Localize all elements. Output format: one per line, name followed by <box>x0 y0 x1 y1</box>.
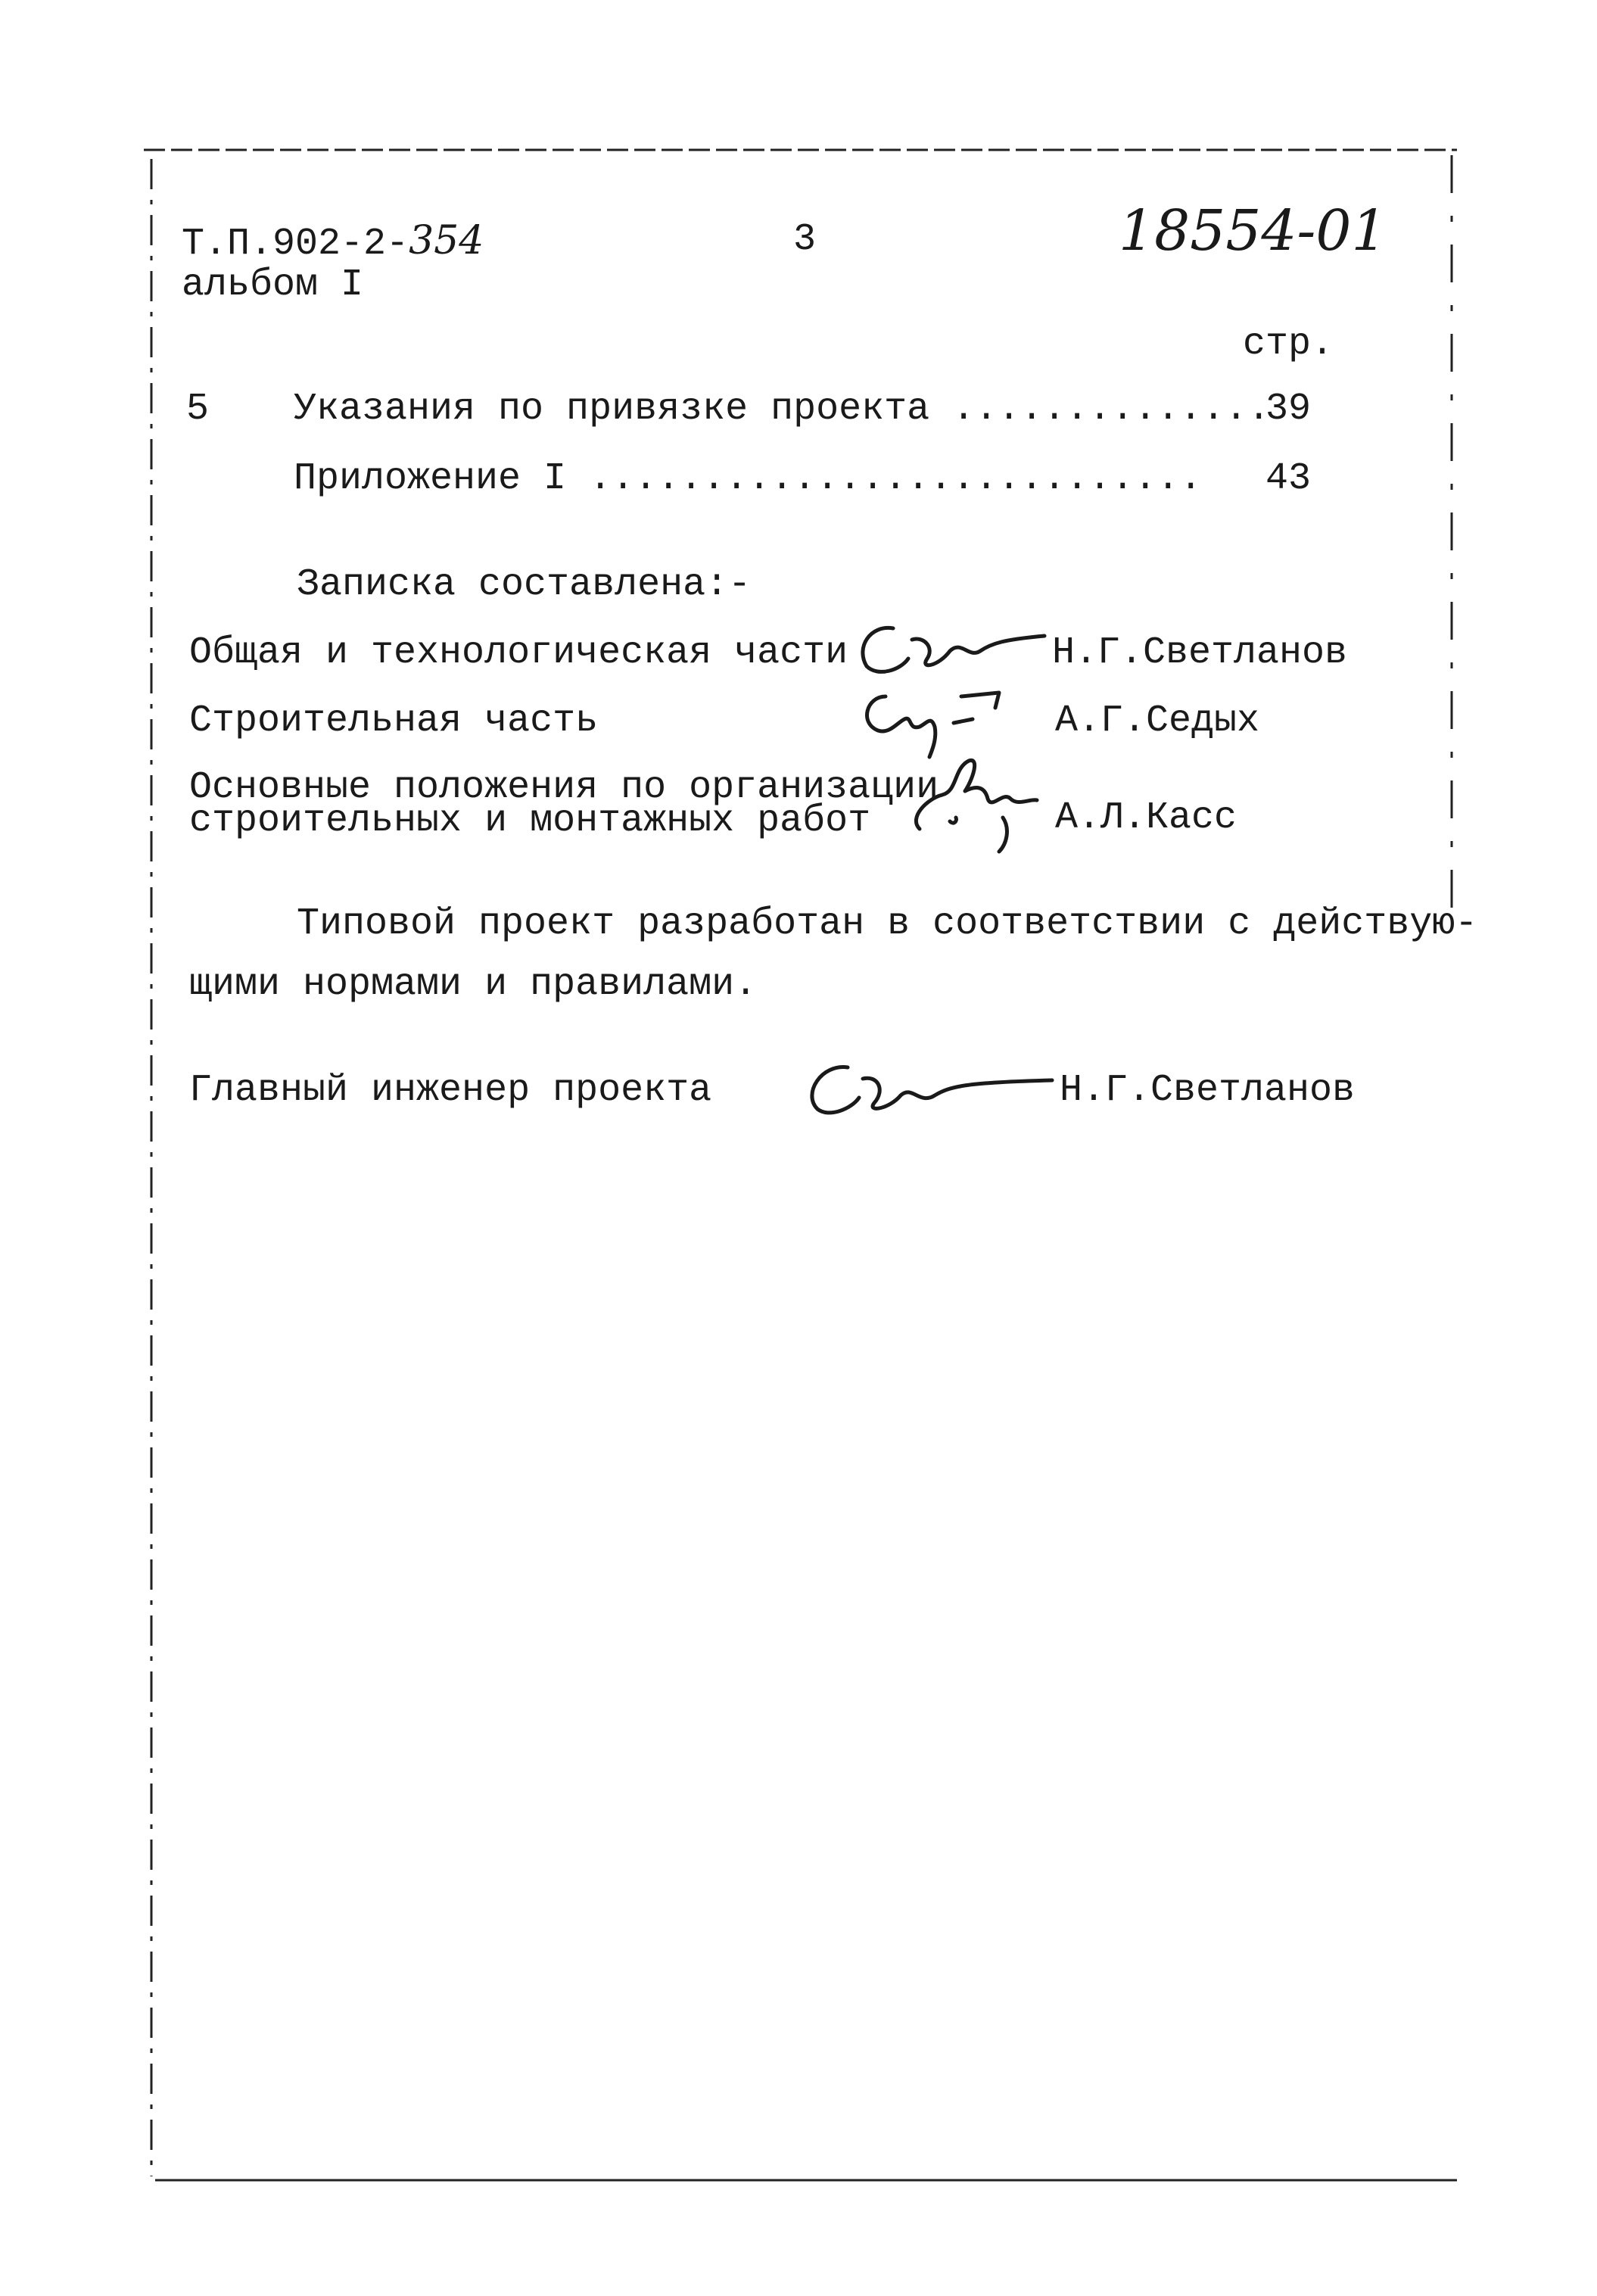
statement-line1: Типовой проект разработан в соответствии с действую- <box>297 902 1478 946</box>
statement-line2: щими нормами и правилами. <box>189 963 758 1006</box>
page-number: 3 <box>793 218 817 261</box>
toc-item-page: 43 <box>1265 457 1312 500</box>
toc-item-page: 39 <box>1265 388 1312 431</box>
person-name: А.Л.Касс <box>1055 796 1237 840</box>
toc-leader-dots: ........................... <box>589 457 1203 500</box>
album-label: альбом I <box>182 263 364 307</box>
compiled-heading: Записка составлена:- <box>297 563 752 606</box>
toc-item-title <box>294 457 1203 500</box>
part-label: Общая и технологическая части <box>189 631 848 674</box>
person-name: А.Г.Седых <box>1055 699 1260 743</box>
part-label: Строительная часть <box>189 699 599 743</box>
signature-kass <box>897 746 1048 859</box>
archive-number: 18554-01 <box>1119 198 1387 263</box>
toc-item-title <box>294 388 1271 431</box>
part-label-line2: строительных и монтажных работ <box>189 799 871 843</box>
toc-page-column-label: стр. <box>1243 322 1334 366</box>
document-code <box>182 218 484 266</box>
signature-svetlanov <box>840 606 1052 681</box>
person-name: Н.Г.Светланов <box>1052 631 1348 674</box>
document-code-printed: Т.П.902-2- <box>182 223 409 266</box>
toc-item-number: 5 <box>186 388 210 431</box>
document-code-handwritten: 354 <box>409 218 484 263</box>
toc-item-title-text: Указания по привязке проекта <box>294 388 930 431</box>
person-name: Н.Г.Светланов <box>1060 1069 1356 1112</box>
toc-leader-dots: .............. <box>952 388 1271 431</box>
part-label-line1: Основные положения по организации <box>189 766 939 809</box>
signature-chief-engineer <box>787 1048 1060 1124</box>
chief-engineer-label: Главный инженер проекта <box>189 1069 712 1112</box>
toc-item-title-text: Приложение I <box>294 457 567 500</box>
